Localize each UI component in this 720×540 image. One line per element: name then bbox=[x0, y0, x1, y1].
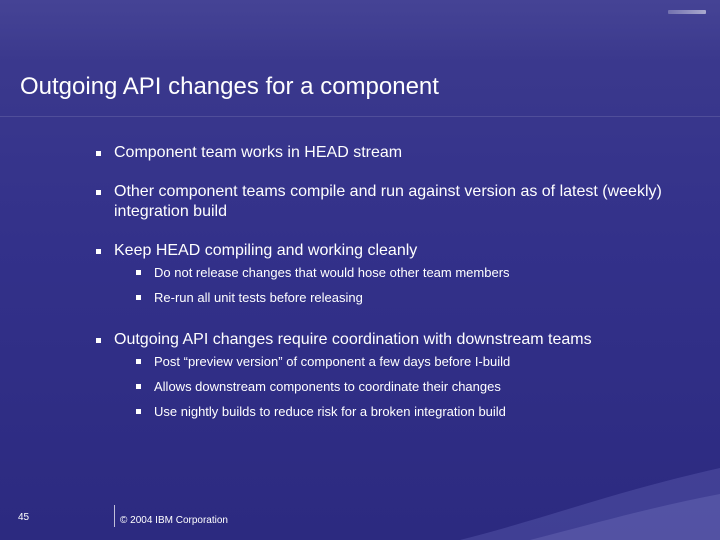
square-bullet-icon bbox=[96, 190, 101, 195]
bullet-text: Component team works in HEAD stream bbox=[114, 144, 403, 161]
page-number: 45 bbox=[18, 512, 30, 523]
square-bullet-icon bbox=[96, 151, 101, 156]
bullet-text: Outgoing API changes require coordination with downstream teams bbox=[114, 331, 592, 348]
footer-divider bbox=[114, 505, 115, 527]
square-bullet-icon bbox=[136, 295, 141, 300]
sub-bullet-text: Use nightly builds to reduce risk for a broken integration build bbox=[154, 404, 506, 419]
sub-bullet-text: Do not release changes that would hose other team members bbox=[154, 265, 510, 280]
square-bullet-icon bbox=[136, 359, 141, 364]
sub-bullet-text: Allows downstream components to coordinate their changes bbox=[154, 379, 501, 394]
decorative-swoosh bbox=[420, 450, 720, 540]
copyright-text: © 2004 IBM Corporation bbox=[120, 515, 228, 526]
slide-title: Outgoing API changes for a component bbox=[20, 73, 439, 100]
bullet-text: Keep HEAD compiling and working cleanly bbox=[114, 242, 418, 259]
square-bullet-icon bbox=[136, 409, 141, 414]
square-bullet-icon bbox=[96, 249, 101, 254]
square-bullet-icon bbox=[136, 384, 141, 389]
square-bullet-icon bbox=[96, 338, 101, 343]
bullet-text: Other component teams compile and run against version as of latest (weekly) integration build bbox=[114, 183, 662, 220]
sub-bullet-text: Post “preview version” of component a few days before I-build bbox=[154, 354, 511, 369]
square-bullet-icon bbox=[136, 270, 141, 275]
sub-bullet-text: Re-run all unit tests before releasing bbox=[154, 290, 363, 305]
